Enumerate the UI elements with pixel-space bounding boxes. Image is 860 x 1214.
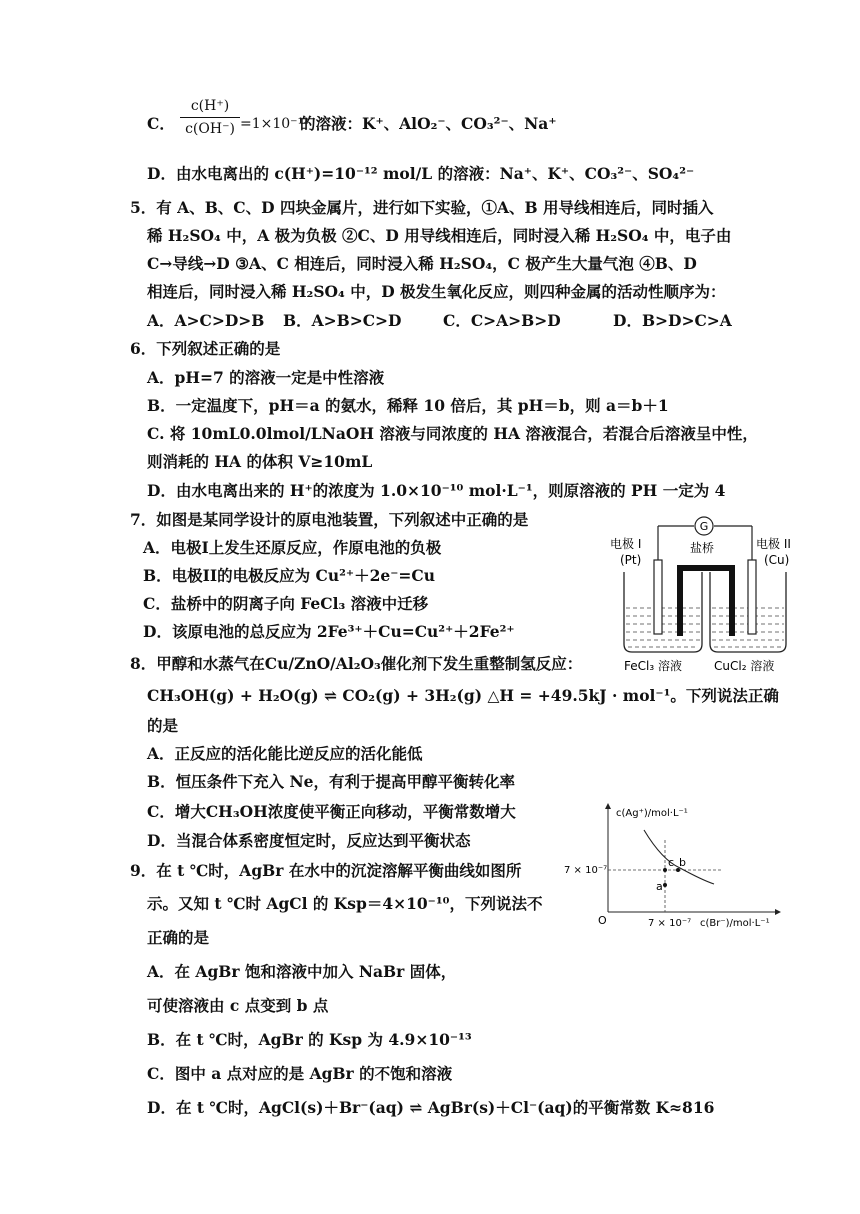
q9-optA-line1: A．在 AgBr 饱和溶液中加入 NaBr 固体，	[147, 962, 457, 981]
q6-optD: D．由水电离出来的 H⁺的浓度为 1.0×10⁻¹⁰ mol·L⁻¹，则原溶液的 PH 一定为 4	[147, 481, 726, 500]
y-axis-label: c(Ag⁺)/mol·L⁻¹	[616, 808, 688, 819]
q4-optC-numerator: c(H⁺)	[190, 98, 230, 114]
electrode2-material: (Cu)	[764, 553, 790, 567]
q7-optA: A．电极I上发生还原反应，作原电池的负极	[143, 538, 442, 557]
q4-optC-equals: =1×10⁻¹²	[240, 116, 309, 132]
q4-optD: D．由水电离出的 c(H⁺)=10⁻¹² mol/L 的溶液：Na⁺、K⁺、CO₃²⁻、SO₄²⁻	[147, 164, 695, 183]
galvanometer-label: G	[699, 520, 709, 533]
q8-optC: C．增大CH₃OH浓度使平衡正向移动，平衡常数增大	[147, 802, 516, 821]
q5-optC: C．C>A>B>D	[443, 311, 561, 330]
q4-optC-label: C．	[147, 114, 175, 133]
electrode1-material: (Pt)	[620, 553, 642, 567]
q5-line2: 稀 H₂SO₄ 中，A 极为负极 ②C、D 用导线相连后，同时浸入稀 H₂SO₄ 中，电子由	[147, 226, 732, 245]
electrode2-label: 电极 II	[756, 537, 791, 551]
q7-optB: B．电极II的电极反应为 Cu²⁺＋2e⁻=Cu	[143, 566, 435, 585]
left-solution-label: FeCl₃ 溶液	[624, 659, 682, 673]
q6-optA: A．pH=7 的溶液一定是中性溶液	[147, 368, 385, 387]
q5-optD: D．B>D>C>A	[613, 311, 732, 330]
point-a	[663, 883, 667, 887]
right-solution-label: CuCl₂ 溶液	[714, 659, 775, 673]
q5-line4: 相连后，同时浸入稀 H₂SO₄ 中，D 极发生氧化反应，则四种金属的活动性顺序为：	[147, 282, 726, 301]
solubility-curve-svg	[562, 800, 782, 930]
galvanic-cell-svg	[606, 512, 796, 677]
y-tick-label: 7 × 10⁻⁷	[564, 865, 608, 876]
q7-stem: 7．如图是某同学设计的原电池装置，下列叙述中正确的是	[130, 510, 529, 529]
q6-optC-line1: C. 将 10mL0.0lmol/LNaOH 溶液与同浓度的 HA 溶液混合，若混合后溶液呈中性，	[147, 424, 758, 443]
point-a-label: a	[656, 880, 663, 893]
solubility-curve-figure	[562, 800, 782, 930]
q8-optA: A．正反应的活化能比逆反应的活化能低	[147, 744, 423, 763]
q4-optC-denominator: c(OH⁻)	[185, 121, 235, 137]
electrode1-label: 电极 I	[610, 537, 642, 551]
salt-bridge-label: 盐桥	[690, 541, 715, 555]
q8-optD: D．当混合体系密度恒定时，反应达到平衡状态	[147, 831, 471, 850]
q9-line3: 正确的是	[147, 928, 210, 947]
q6-optC-line2: 则消耗的 HA 的体积 V≥10mL	[147, 452, 373, 471]
q9-optC: C．图中 a 点对应的是 AgBr 的不饱和溶液	[147, 1064, 453, 1083]
q5-optB: B．A>B>C>D	[283, 311, 402, 330]
q6-stem: 6．下列叙述正确的是	[130, 339, 281, 358]
x-axis-label: c(Br⁻)/mol·L⁻¹	[700, 918, 770, 929]
q4-optC-text: 的溶液：K⁺、AlO₂⁻、CO₃²⁻、Na⁺	[300, 114, 557, 133]
q9-line1: 9．在 t ℃时，AgBr 在水中的沉淀溶解平衡曲线如图所	[130, 861, 522, 880]
q8-line1: 8．甲醇和水蒸气在Cu/ZnO/Al₂O₃催化剂下发生重整制氢反应：	[130, 654, 583, 673]
q7-optC: C．盐桥中的阴离子向 FeCl₃ 溶液中迁移	[143, 594, 429, 613]
q5-line3: C→导线→D ③A、C 相连后，同时浸入稀 H₂SO₄，C 极产生大量气泡 ④B、D	[147, 254, 697, 273]
q6-optB: B．一定温度下，pH＝a 的氨水，稀释 10 倍后，其 pH＝b，则 a＝b＋1	[147, 396, 669, 415]
q8-line3: 的是	[147, 716, 179, 735]
point-b-label: b	[679, 856, 686, 869]
q9-optA-line2: 可使溶液由 c 点变到 b 点	[147, 996, 329, 1015]
q4-optC-fraction	[180, 96, 240, 139]
q9-optD: D．在 t ℃时，AgCl(s)＋Br⁻(aq) ⇌ AgBr(s)＋Cl⁻(aq)的平衡常数 K≈816	[147, 1098, 715, 1117]
q9-line2: 示。又知 t ℃时 AgCl 的 Ksp＝4×10⁻¹⁰，下列说法不	[147, 894, 543, 913]
q8-line2: CH₃OH(g) + H₂O(g) ⇌ CO₂(g) + 3H₂(g) △H = +49.5kJ · mol⁻¹。下列说法正确	[147, 686, 779, 705]
q7-optD: D．该原电池的总反应为 2Fe³⁺＋Cu=Cu²⁺＋2Fe²⁺	[143, 622, 515, 641]
point-c-label: c	[668, 856, 675, 869]
x-tick-label: 7 × 10⁻⁷	[648, 918, 692, 929]
galvanic-cell-figure	[606, 512, 796, 677]
origin-label: O	[598, 914, 607, 927]
q5-optA: A．A>C>D>B	[147, 311, 265, 330]
electrode2-plate	[748, 560, 756, 634]
salt-bridge	[680, 568, 732, 636]
q8-optB: B．恒压条件下充入 Ne，有利于提高甲醇平衡转化率	[147, 772, 516, 791]
q9-optB: B．在 t ℃时，AgBr 的 Ksp 为 4.9×10⁻¹³	[147, 1030, 472, 1049]
electrode1-plate	[654, 560, 662, 634]
point-c	[663, 868, 667, 872]
q5-line1: 5．有 A、B、C、D 四块金属片，进行如下实验，①A、B 用导线相连后，同时插入	[130, 198, 714, 217]
